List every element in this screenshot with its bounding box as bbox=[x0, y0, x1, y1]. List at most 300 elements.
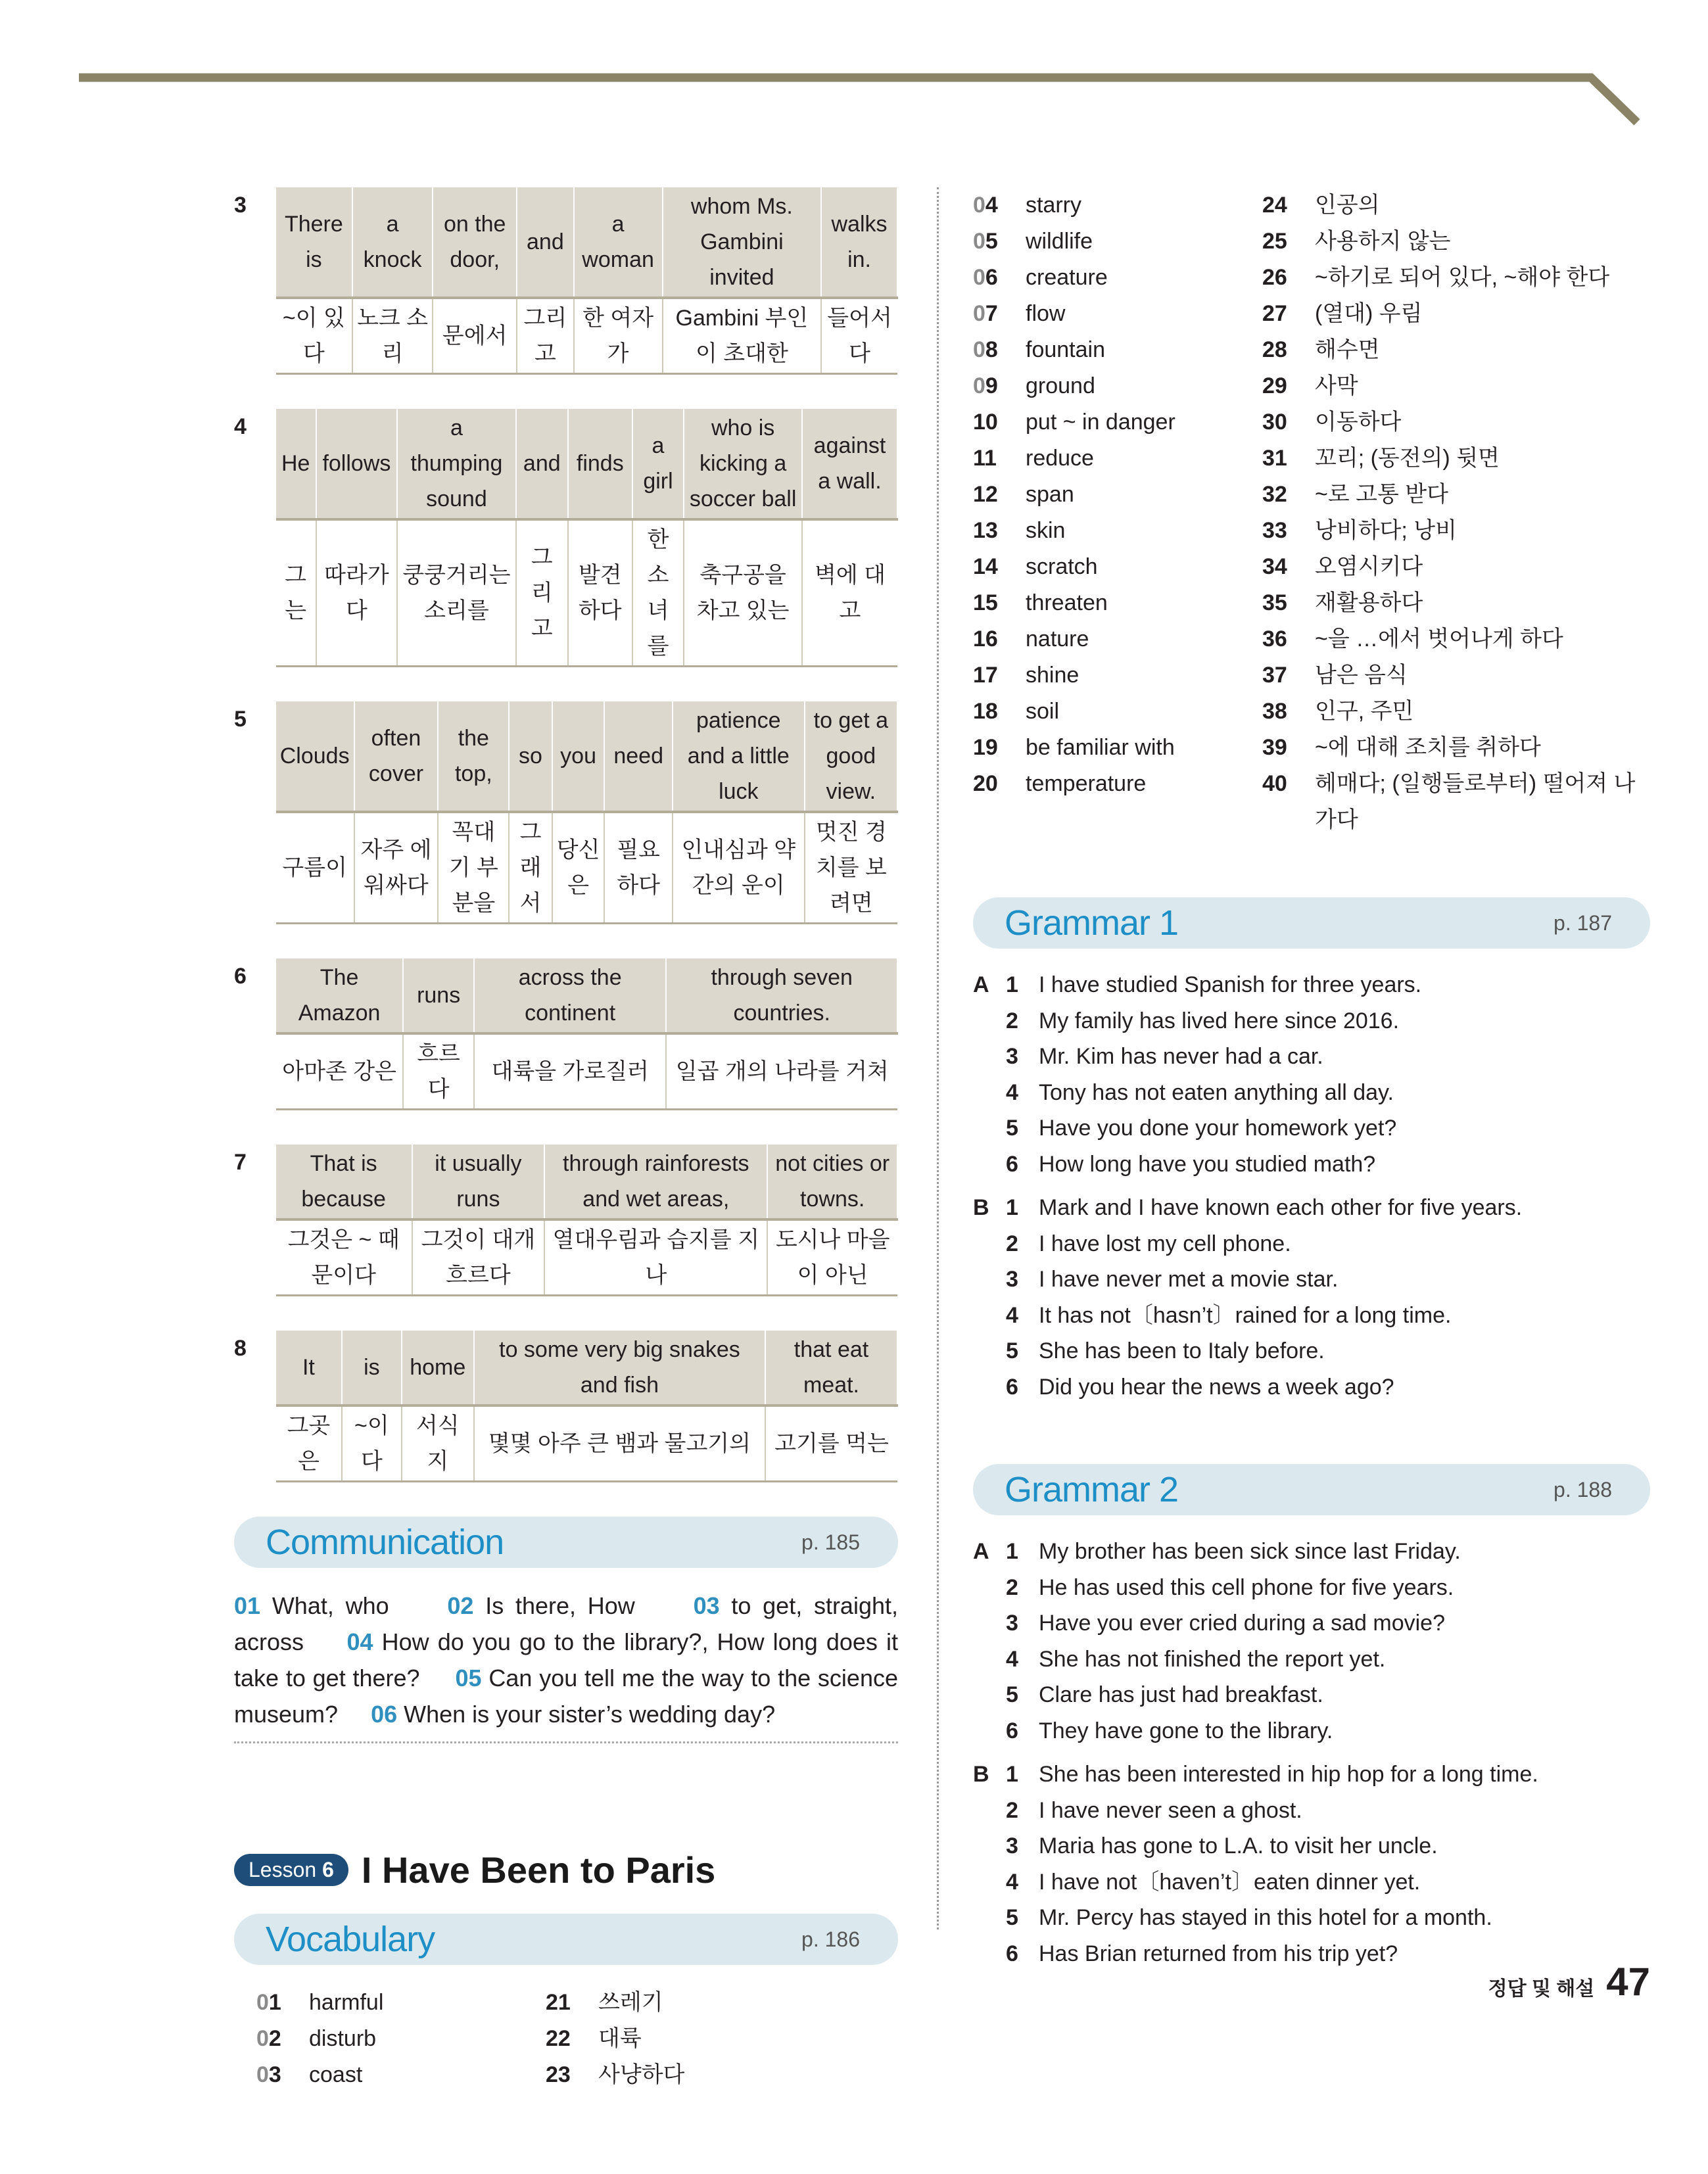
chunk-korean-cell: 들어서다 bbox=[821, 298, 897, 374]
vocab-number bbox=[973, 187, 1026, 224]
vocab-meaning: 낭비하다; 낭비 bbox=[1315, 518, 1457, 543]
vocab-number-digit: 7 bbox=[985, 301, 998, 326]
lesson-badge: Lesson 6 bbox=[234, 1854, 348, 1886]
chunk-korean-cell: 당신은 bbox=[552, 812, 605, 924]
vocab-number-zero: 0 bbox=[973, 373, 985, 398]
vocab-number: 33 bbox=[1262, 518, 1287, 543]
chunk-korean-cell: 그것이 대개 흐르다 bbox=[412, 1219, 545, 1296]
answer-text: How do you go to the library?, How long does it take to get there? bbox=[234, 1628, 898, 1691]
answer-sentence: Mark and I have known each other for five years. bbox=[1039, 1195, 1523, 1220]
answer-sentence: I have lost my cell phone. bbox=[1039, 1231, 1291, 1256]
chunk-korean-cell: 한 소녀를 bbox=[632, 519, 684, 667]
vocab-number bbox=[973, 224, 1026, 260]
vocab-number bbox=[973, 766, 1026, 802]
part-letter bbox=[973, 1333, 1006, 1369]
answer-number: 5 bbox=[1006, 1905, 1018, 1930]
answer-number: 06 bbox=[371, 1701, 398, 1728]
answer-row bbox=[973, 1757, 1650, 1793]
chunk-number: 4 bbox=[234, 414, 247, 439]
vocab-item bbox=[1262, 730, 1650, 766]
answer-sentence: Maria has gone to L.A. to visit her uncle. bbox=[1039, 1833, 1438, 1858]
vocab-number-digit: 11 bbox=[973, 446, 997, 471]
vocab-item bbox=[1262, 332, 1650, 368]
chunk-number: 5 bbox=[234, 707, 247, 732]
vocab-item bbox=[973, 260, 1262, 296]
chunk-table bbox=[276, 409, 898, 667]
answer-sentence: It has not〔hasn’t〕rained for a long time. bbox=[1039, 1302, 1452, 1328]
chunk-english-row bbox=[276, 1145, 897, 1219]
answer-number: 05 bbox=[455, 1665, 482, 1691]
chunk-english-row bbox=[276, 1331, 897, 1406]
vocab-word: harmful bbox=[309, 1990, 384, 2015]
answer-text: What, who bbox=[272, 1592, 389, 1619]
answer-number: 1 bbox=[1006, 1539, 1018, 1564]
chunk-english-cell: finds bbox=[568, 409, 632, 519]
answer-row bbox=[973, 1677, 1650, 1713]
vocab-item bbox=[1262, 694, 1650, 730]
chunk-korean-cell: 쿵쿵거리는 소리를 bbox=[397, 519, 516, 667]
part-letter bbox=[973, 1226, 1006, 1262]
communication-header bbox=[234, 1517, 898, 1568]
chunk-english-cell: walks in. bbox=[821, 187, 897, 298]
answer-row bbox=[973, 1605, 1650, 1642]
vocab-number-digit: 9 bbox=[985, 373, 998, 398]
chunk-english-cell: Clouds bbox=[276, 701, 354, 812]
vocabulary-page: p. 186 bbox=[801, 1927, 860, 1951]
chunk-korean-cell: 한 여자가 bbox=[574, 298, 663, 374]
vocab-meaning: 사막 bbox=[1315, 373, 1358, 398]
vocab-item bbox=[1262, 513, 1650, 549]
part-letter bbox=[973, 1369, 1006, 1406]
answer-row bbox=[973, 1298, 1650, 1334]
grammar2-header bbox=[973, 1464, 1650, 1515]
vocab-word: put ~ in danger bbox=[1026, 410, 1175, 435]
vocab-item bbox=[1262, 549, 1650, 585]
answer-sentence: She has been interested in hip hop for a long time. bbox=[1039, 1762, 1538, 1787]
part-letter bbox=[973, 1003, 1006, 1039]
vocab-meaning: 해수면 bbox=[1315, 337, 1380, 362]
vocab-number: 32 bbox=[1262, 482, 1287, 507]
chunk-korean-cell: 발견하다 bbox=[568, 519, 632, 667]
vocabulary-list-left bbox=[234, 1985, 898, 2093]
answer-sentence: Mr. Kim has never had a car. bbox=[1039, 1044, 1323, 1069]
vocab-item bbox=[973, 368, 1262, 404]
vocab-meaning: ~로 고통 받다 bbox=[1315, 482, 1448, 507]
vocab-number-digit: 12 bbox=[973, 482, 998, 507]
vocab-meaning: 사냥하다 bbox=[598, 2062, 685, 2087]
vocab-number-digit: 19 bbox=[973, 735, 998, 760]
chunk-4 bbox=[234, 409, 898, 667]
answer-row bbox=[973, 967, 1650, 1003]
vocab-number: 34 bbox=[1262, 554, 1287, 579]
vocab-number bbox=[973, 730, 1026, 766]
vocab-word: skin bbox=[1026, 518, 1066, 543]
vocab-number bbox=[256, 1985, 309, 2021]
vocab-number-zero: 0 bbox=[256, 1990, 269, 2015]
vocab-number bbox=[973, 657, 1026, 694]
answer-row bbox=[973, 1642, 1650, 1678]
answer-number: 3 bbox=[1006, 1044, 1018, 1069]
vocab-item bbox=[973, 766, 1262, 802]
vocab-item bbox=[1262, 657, 1650, 694]
grammar1-answers bbox=[973, 967, 1650, 1405]
right-column bbox=[973, 187, 1650, 1972]
vocab-number: 31 bbox=[1262, 446, 1287, 471]
vocab-number-digit: 18 bbox=[973, 699, 998, 724]
vocab-item bbox=[973, 657, 1262, 694]
vocab-item bbox=[973, 404, 1262, 440]
vocab-number-digit: 6 bbox=[985, 265, 998, 290]
part-letter bbox=[973, 1900, 1006, 1936]
chunk-english-cell: runs bbox=[403, 958, 474, 1033]
vocab-word: scratch bbox=[1026, 554, 1098, 579]
chunk-english-cell: He bbox=[276, 409, 316, 519]
column-divider bbox=[937, 187, 939, 1929]
chunk-number: 6 bbox=[234, 964, 247, 989]
chunk-english-cell: It bbox=[276, 1331, 342, 1406]
vocab-number: 23 bbox=[546, 2062, 571, 2087]
vocab-number: 35 bbox=[1262, 590, 1287, 615]
vocab-word: flow bbox=[1026, 301, 1066, 326]
vocab-number-digit: 4 bbox=[985, 193, 998, 218]
vocab-word: fountain bbox=[1026, 337, 1105, 362]
communication-title: Communication bbox=[266, 1523, 504, 1562]
part-letter bbox=[973, 1793, 1006, 1829]
grammar1-header bbox=[973, 897, 1650, 949]
answer-sentence: Mr. Percy has stayed in this hotel for a month. bbox=[1039, 1905, 1492, 1930]
chunk-table bbox=[276, 1145, 898, 1296]
answer-row bbox=[973, 1190, 1650, 1226]
answer-number: 6 bbox=[1006, 1374, 1018, 1400]
vocab-item bbox=[256, 2021, 546, 2057]
grammar2-title: Grammar 2 bbox=[1005, 1470, 1179, 1509]
vocab-number bbox=[973, 549, 1026, 585]
vocab-meaning: ~에 대해 조치를 취하다 bbox=[1315, 735, 1541, 760]
answer-row bbox=[973, 1713, 1650, 1749]
answer-sentence: I have never met a movie star. bbox=[1039, 1267, 1339, 1292]
chunk-english-cell: through seven countries. bbox=[666, 958, 897, 1033]
answer-number: 5 bbox=[1006, 1116, 1018, 1141]
grammar-part-a bbox=[973, 967, 1650, 1182]
chunk-korean-cell: 대륙을 가로질러 bbox=[474, 1033, 667, 1110]
vocab-number-digit: 3 bbox=[268, 2062, 281, 2087]
vocab-meaning: 남은 음식 bbox=[1315, 663, 1408, 688]
vocabulary-header bbox=[234, 1914, 898, 1965]
grammar2-page: p. 188 bbox=[1554, 1477, 1612, 1501]
answer-row bbox=[973, 1039, 1650, 1075]
chunk-korean-cell: 아마존 강은 bbox=[276, 1033, 404, 1110]
vocab-meaning: 이동하다 bbox=[1315, 410, 1402, 435]
chunk-english-cell: across the continent bbox=[474, 958, 667, 1033]
chunk-8 bbox=[234, 1331, 898, 1482]
chunk-english-cell: is bbox=[342, 1331, 402, 1406]
part-letter bbox=[973, 1605, 1006, 1642]
grammar-part-b bbox=[973, 1190, 1650, 1405]
vocab-item bbox=[973, 332, 1262, 368]
chunk-korean-row bbox=[276, 1219, 897, 1296]
answer-sentence: Clare has just had breakfast. bbox=[1039, 1682, 1323, 1707]
vocab-number: 30 bbox=[1262, 410, 1287, 435]
vocab-meaning: 인구, 주민 bbox=[1315, 699, 1414, 724]
chunk-korean-cell: 도시나 마을이 아닌 bbox=[767, 1219, 897, 1296]
vocab-number-zero: 0 bbox=[256, 2026, 269, 2051]
vocab-number bbox=[973, 332, 1026, 368]
vocab-number bbox=[973, 260, 1026, 296]
chunk-korean-cell: 서식지 bbox=[402, 1406, 474, 1482]
top-rule bbox=[0, 0, 1708, 131]
vocab-word: be familiar with bbox=[1026, 735, 1175, 760]
vocab-meaning: 쓰레기 bbox=[598, 1990, 663, 2015]
answer-sentence: My family has lived here since 2016. bbox=[1039, 1008, 1400, 1033]
chunk-english-cell: whom Ms. Gambini invited bbox=[663, 187, 821, 298]
chunk-korean-cell: 따라가다 bbox=[316, 519, 397, 667]
vocab-number: 36 bbox=[1262, 626, 1287, 651]
answer-sentence: Have you ever cried during a sad movie? bbox=[1039, 1611, 1445, 1636]
vocab-word: span bbox=[1026, 482, 1074, 507]
vocab-number bbox=[973, 296, 1026, 332]
part-letter bbox=[973, 1828, 1006, 1864]
vocab-item bbox=[1262, 585, 1650, 621]
vocab-number bbox=[973, 585, 1026, 621]
chunk-english-cell: to get a good view. bbox=[805, 701, 897, 812]
part-letter bbox=[973, 1146, 1006, 1183]
vocab-item bbox=[256, 1985, 546, 2021]
footer-label: 정답 및 해설 bbox=[1488, 1978, 1595, 2000]
chunk-table bbox=[276, 1331, 898, 1482]
chunk-korean-cell: Gambini 부인이 초대한 bbox=[663, 298, 821, 374]
vocab-item bbox=[973, 187, 1262, 224]
vocab-meaning: 꼬리; (동전의) 뒷면 bbox=[1315, 446, 1500, 471]
answer-row bbox=[973, 1226, 1650, 1262]
vocabulary-list-right bbox=[973, 187, 1650, 838]
answer-sentence: How long have you studied math? bbox=[1039, 1151, 1376, 1177]
vocab-number bbox=[973, 440, 1026, 477]
vocab-number-digit: 8 bbox=[985, 337, 998, 362]
chunk-english-cell: who is kicking a soccer ball bbox=[684, 409, 802, 519]
answer-sentence: I have never seen a ghost. bbox=[1039, 1797, 1302, 1823]
vocab-number-zero: 0 bbox=[973, 301, 985, 326]
vocab-number-digit: 2 bbox=[268, 2026, 281, 2051]
answer-sentence: My brother has been sick since last Friday. bbox=[1039, 1539, 1461, 1564]
answer-sentence: She has been to Italy before. bbox=[1039, 1338, 1325, 1363]
answer-number: 3 bbox=[1006, 1833, 1018, 1858]
vocab-word: coast bbox=[309, 2062, 363, 2087]
part-letter bbox=[973, 1677, 1006, 1713]
vocab-number bbox=[973, 404, 1026, 440]
vocab-item bbox=[546, 2057, 835, 2093]
answer-text: Is there, How bbox=[485, 1592, 635, 1619]
chunk-english-cell: need bbox=[604, 701, 672, 812]
vocab-item bbox=[1262, 621, 1650, 657]
vocab-number-zero: 0 bbox=[973, 265, 985, 290]
chunk-english-cell: against a wall. bbox=[802, 409, 897, 519]
vocab-number bbox=[973, 368, 1026, 404]
vocab-word: threaten bbox=[1026, 590, 1108, 615]
vocab-item bbox=[973, 513, 1262, 549]
answer-number: 04 bbox=[346, 1628, 373, 1655]
communication-page: p. 185 bbox=[801, 1530, 860, 1554]
answer-row bbox=[973, 1003, 1650, 1039]
vocab-number: 21 bbox=[546, 1990, 571, 2015]
vocab-number-zero: 0 bbox=[973, 229, 985, 254]
vocab-number: 22 bbox=[546, 2026, 571, 2051]
chunk-korean-row bbox=[276, 1033, 897, 1110]
part-letter bbox=[973, 1936, 1006, 1972]
vocab-word: starry bbox=[1026, 193, 1081, 218]
vocab-item bbox=[973, 585, 1262, 621]
answer-text: to get, straight, across bbox=[234, 1592, 899, 1655]
vocab-word: ground bbox=[1026, 373, 1095, 398]
part-letter bbox=[973, 1075, 1006, 1111]
chunk-korean-cell: 고기를 먹는 bbox=[765, 1406, 897, 1482]
part-letter: B bbox=[973, 1195, 989, 1220]
chunk-korean-cell: ~이 있다 bbox=[276, 298, 352, 374]
vocab-number: 25 bbox=[1262, 229, 1287, 254]
vocab-meaning: 오염시키다 bbox=[1315, 554, 1423, 579]
answer-row bbox=[973, 1570, 1650, 1606]
answer-number: 2 bbox=[1006, 1797, 1018, 1823]
vocab-item bbox=[1262, 404, 1650, 440]
answer-number: 02 bbox=[447, 1592, 474, 1619]
answer-row bbox=[973, 1369, 1650, 1406]
chunk-english-cell: the top, bbox=[438, 701, 509, 812]
answer-text: When is your sister’s wedding day? bbox=[404, 1701, 776, 1728]
answer-sentence: They have gone to the library. bbox=[1039, 1718, 1333, 1743]
chunk-english-cell: on the door, bbox=[433, 187, 517, 298]
part-letter bbox=[973, 1110, 1006, 1146]
chunk-english-row bbox=[276, 409, 897, 519]
vocab-number: 38 bbox=[1262, 699, 1287, 724]
answer-row bbox=[973, 1900, 1650, 1936]
chunk-korean-cell: 자주 에워싸다 bbox=[354, 812, 439, 924]
chunk-english-cell: not cities or towns. bbox=[767, 1145, 897, 1219]
vocab-number: 37 bbox=[1262, 663, 1287, 688]
page-footer bbox=[1488, 1959, 1650, 2004]
answer-number: 4 bbox=[1006, 1302, 1018, 1328]
chunk-korean-row bbox=[276, 298, 897, 374]
answer-sentence: Did you hear the news a week ago? bbox=[1039, 1374, 1394, 1400]
vocab-meaning: ~하기로 되어 있다, ~해야 한다 bbox=[1315, 265, 1610, 290]
vocab-number-digit: 14 bbox=[973, 554, 998, 579]
chunk-english-cell: that eat meat. bbox=[765, 1331, 897, 1406]
vocab-number bbox=[256, 2021, 309, 2057]
chunk-korean-cell: 꼭대기 부분을 bbox=[438, 812, 509, 924]
part-letter bbox=[973, 1864, 1006, 1901]
grammar1-title: Grammar 1 bbox=[1005, 903, 1179, 943]
vocab-item bbox=[1262, 296, 1650, 332]
answer-number: 6 bbox=[1006, 1151, 1018, 1177]
answer-sentence: Tony has not eaten anything all day. bbox=[1039, 1079, 1394, 1105]
answer-number: 3 bbox=[1006, 1267, 1018, 1292]
vocab-number-digit: 5 bbox=[985, 229, 998, 254]
lesson-title: I Have Been to Paris bbox=[361, 1849, 716, 1891]
grammar2-answers bbox=[973, 1534, 1650, 1972]
vocab-word: disturb bbox=[309, 2026, 377, 2051]
part-letter bbox=[973, 1642, 1006, 1678]
grammar-part-a bbox=[973, 1534, 1650, 1749]
answer-number: 5 bbox=[1006, 1682, 1018, 1707]
chunk-english-cell: a girl bbox=[632, 409, 684, 519]
vocab-number bbox=[256, 2057, 309, 2093]
chunk-english-cell: through rainforests and wet areas, bbox=[544, 1145, 767, 1219]
vocab-number: 24 bbox=[1262, 193, 1287, 218]
vocab-meaning: 대륙 bbox=[598, 2026, 642, 2051]
vocab-number-digit: 16 bbox=[973, 626, 998, 651]
vocab-item bbox=[1262, 224, 1650, 260]
vocab-number-zero: 0 bbox=[256, 2062, 269, 2087]
answer-number: 4 bbox=[1006, 1869, 1018, 1895]
chunk-english-row bbox=[276, 958, 897, 1033]
vocab-item bbox=[973, 694, 1262, 730]
vocab-number: 27 bbox=[1262, 301, 1287, 326]
answer-row bbox=[973, 1864, 1650, 1901]
chunk-english-cell: home bbox=[402, 1331, 474, 1406]
answer-row bbox=[973, 1075, 1650, 1111]
vocab-number: 29 bbox=[1262, 373, 1287, 398]
vocab-item bbox=[256, 2057, 546, 2093]
vocabulary-title: Vocabulary bbox=[266, 1920, 435, 1959]
chunk-korean-cell: 그리고 bbox=[517, 298, 573, 374]
chunk-korean-row bbox=[276, 812, 897, 924]
vocab-word: creature bbox=[1026, 265, 1108, 290]
page-number: 47 bbox=[1606, 1960, 1650, 2004]
vocab-number bbox=[973, 477, 1026, 513]
vocab-meaning: (열대) 우림 bbox=[1315, 301, 1423, 326]
chunk-english-cell: so bbox=[509, 701, 552, 812]
answer-text: Can you tell me the way to the science museum? bbox=[234, 1665, 898, 1728]
answer-number: 2 bbox=[1006, 1574, 1018, 1600]
answer-number: 4 bbox=[1006, 1079, 1018, 1105]
chunk-korean-cell: 벽에 대고 bbox=[802, 519, 897, 667]
chunk-english-cell: to some very big snakes and fish bbox=[474, 1331, 765, 1406]
chunk-korean-cell: 필요하다 bbox=[604, 812, 672, 924]
answer-number: 1 bbox=[1006, 1762, 1018, 1787]
left-column bbox=[234, 187, 898, 2093]
chunk-number: 8 bbox=[234, 1336, 247, 1361]
vocab-word: temperature bbox=[1026, 771, 1147, 796]
chunk-number: 3 bbox=[234, 193, 247, 218]
chunk-korean-row bbox=[276, 1406, 897, 1482]
part-letter bbox=[973, 1039, 1006, 1075]
chunk-korean-cell: 구름이 bbox=[276, 812, 354, 924]
chunk-english-cell: a woman bbox=[574, 187, 663, 298]
vocab-item bbox=[546, 1985, 835, 2021]
chunk-english-cell: and bbox=[517, 187, 573, 298]
vocab-number-digit: 1 bbox=[268, 1990, 281, 2015]
chunk-english-cell: often cover bbox=[354, 701, 439, 812]
chunk-korean-cell: 그리고 bbox=[516, 519, 568, 667]
vocab-meaning: ~을 …에서 벗어나게 하다 bbox=[1315, 626, 1563, 651]
answer-row bbox=[973, 1828, 1650, 1864]
answer-number: 4 bbox=[1006, 1646, 1018, 1672]
chunk-korean-cell: 축구공을 차고 있는 bbox=[684, 519, 802, 667]
vocab-item bbox=[973, 224, 1262, 260]
answer-sentence: Have you done your homework yet? bbox=[1039, 1116, 1397, 1141]
answer-row bbox=[973, 1333, 1650, 1369]
chunk-english-row bbox=[276, 187, 897, 298]
grammar-part-b bbox=[973, 1757, 1650, 1972]
chunk-korean-cell: 몇몇 아주 큰 뱀과 물고기의 bbox=[474, 1406, 765, 1482]
chunk-korean-cell: 일곱 개의 나라를 거쳐 bbox=[666, 1033, 897, 1110]
answer-sentence: I have studied Spanish for three years. bbox=[1039, 972, 1422, 997]
chunk-korean-cell: 그는 bbox=[276, 519, 316, 667]
answer-number: 2 bbox=[1006, 1008, 1018, 1033]
answer-number: 6 bbox=[1006, 1718, 1018, 1743]
chunk-english-cell: patience and a little luck bbox=[673, 701, 805, 812]
chunk-english-cell: it usually runs bbox=[412, 1145, 545, 1219]
chunk-english-cell: follows bbox=[316, 409, 397, 519]
vocab-item bbox=[546, 2021, 835, 2057]
